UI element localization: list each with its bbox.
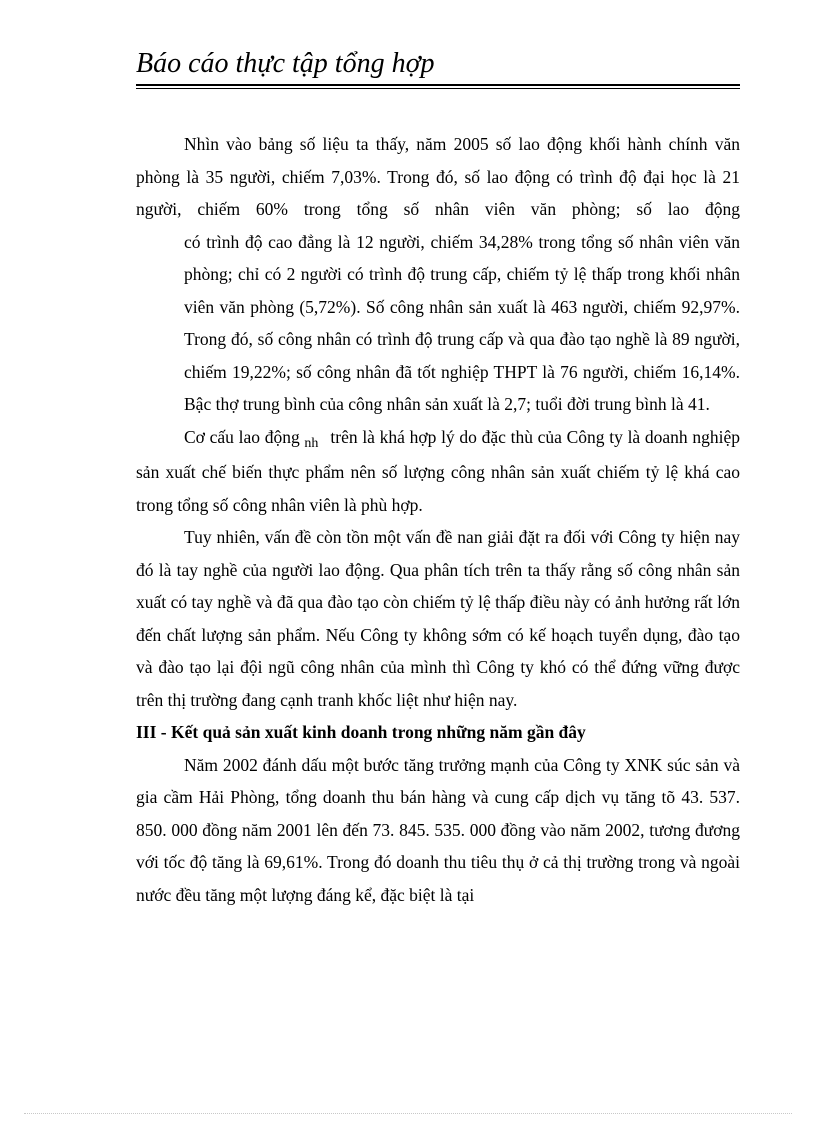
paragraph-skill-issue: Tuy nhiên, vấn đề còn tồn một vấn đề nan giải đặt ra đối với Công ty hiện nay đó là tay nghề của người lao động. Qua phân tích trên ta thấy rằng số công nhân sản xuất có tay nghề và đã qua đào tạo còn chiếm tỷ lệ thấp điều này có ảnh hưởng rất lớn đến chất lượng sản phẩm. Nếu Công ty không sớm có kế hoạch tuyển dụng, đào tạo và đào tạo lại đội ngũ công nhân của mình thì Công ty khó có thể đứng vững được trên thị trường đang cạnh tranh khốc liệt như hiện nay. (136, 527, 740, 710)
header-rule-thin (136, 88, 740, 89)
report-body (136, 128, 740, 911)
paragraph-labor-structure-part3: chiếm 19,22%; số công nhân đã tốt nghiệp THPT là 76 người, chiếm 16,14%. Bậc thợ trung bình của công nhân sản xuất là 2,7; tuổi đời trung bình là 41. (184, 361, 740, 414)
paragraph-text-start: Cơ cấu lao động (184, 426, 300, 447)
page-header-title: Báo cáo thực tập tổng hợp (136, 48, 435, 79)
footer-divider (24, 1113, 792, 1114)
paragraph-business-results: Năm 2002 đánh dấu một bước tăng trưởng mạnh của Công ty XNK súc sản và gia cầm Hải Phòng, tổng doanh thu bán hàng và cung cấp dịch vụ tăng tõ 43. 537. 850. 000 đồng năm 2001 lên đến 73. 845. 535. 000 đồng vào năm 2002, tương đương với tốc độ tăng là 69,61%. Trong đó doanh thu tiêu thụ ở cả thị trường trong và ngoài nước đều tăng một lượng đáng kể, đặc biệt là tại (136, 754, 740, 905)
paragraph-text-end: trên là khá hợp lý do đặc thù của Công ty là doanh nghiệp sản xuất chế biến thực phẩm nên số lượng công nhân sản xuất chiếm tỷ lệ khá cao trong tổng số công nhân viên là phù hợp. (136, 426, 740, 515)
paragraph-labor-structure-part2: có trình độ cao đẳng là 12 người, chiếm 34,28% trong tổng số nhân viên văn phòng; chỉ có 2 người có trình độ trung cấp, chiếm tỷ lệ thấp trong khối nhân viên văn phòng (5,72%). Số công nhân sản xuất là 463 người, chiếm 92,97%. Trong đó, số công nhân có trình độ trung cấp và qua đào tạo nghề là 89 người, (184, 231, 740, 349)
section-heading: III - Kết quả sản xuất kinh doanh trong những năm gần đây (136, 722, 586, 742)
paragraph-labor-structure-part1: Nhìn vào bảng số liệu ta thấy, năm 2005 số lao động khối hành chính văn phòng là 35 người, chiếm 7,03%. Trong đó, số lao động có trình độ đại học là 21 người, chiếm 60% trong tổng số nhân viên văn phòng; số lao động (136, 134, 740, 219)
header-rule-thick (136, 84, 740, 86)
stray-text-fragment: nh (304, 435, 319, 451)
paragraph-labor-assessment (136, 421, 740, 522)
